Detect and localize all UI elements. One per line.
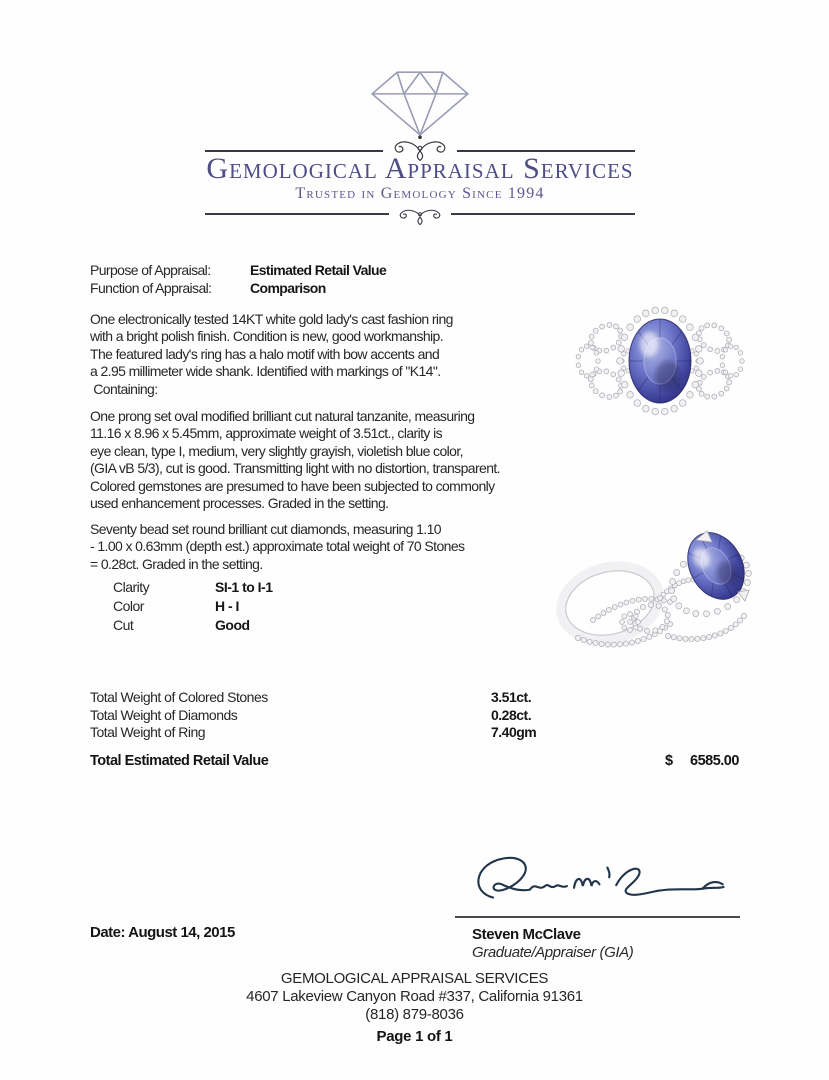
diamond-description-paragraph: [90, 521, 550, 573]
total-row-value: 0.28ct.: [491, 706, 532, 723]
appraisal-date: Date: August 14, 2015: [90, 924, 235, 941]
footer-address: 4607 Lakeview Canyon Road #337, California 91361: [246, 988, 583, 1005]
signature-scrawl: [448, 850, 758, 916]
text-line: The featured lady's ring has a halo motif with bow accents and: [90, 345, 440, 362]
text-line: - 1.00 x 0.63mm (depth est.) approximate total weight of 70 Stones: [90, 538, 465, 555]
signature-rule: [455, 916, 740, 918]
text-line: One prong set oval modified brilliant cut natural tanzanite, measuring: [90, 408, 475, 424]
header-bottom-rule-right: [451, 213, 635, 215]
grade-row-label: Color: [113, 598, 144, 614]
diamond-grade-table: [113, 578, 413, 635]
total-row-label: Total Weight of Colored Stones: [90, 689, 268, 705]
purpose-value: Estimated Retail Value: [250, 262, 387, 278]
signer-name: Steven McClave: [472, 926, 581, 943]
grade-row-value: Good: [215, 617, 250, 633]
footer-phone: (818) 879-8036: [365, 1006, 464, 1023]
text-line: eye clean, type I, medium, very slightly grayish, violetish blue color,: [90, 442, 463, 459]
text-line: with a bright polish finish. Condition is new, good workmanship.: [90, 328, 444, 345]
grade-row-value: SI-1 to I-1: [215, 579, 273, 595]
currency-symbol: $: [665, 753, 673, 769]
grand-total-amount: 6585.00: [690, 753, 739, 769]
tanzanite-description-paragraph: [90, 408, 560, 512]
footer: [0, 970, 829, 1046]
purpose-label: Purpose of Appraisal:: [90, 262, 211, 278]
scroll-flourish-icon: [389, 202, 451, 232]
header-bottom-rule-left: [205, 213, 389, 215]
grade-row-value: H - I: [215, 598, 239, 614]
total-row-label: Total Weight of Ring: [90, 724, 206, 740]
text-line: used enhancement processes. Graded in the setting.: [90, 495, 389, 512]
total-row-value: 3.51ct.: [491, 689, 532, 705]
text-line: (GIA vB 5/3), cut is good. Transmitting light with no distortion, transparent.: [90, 460, 500, 477]
signer-title: Graduate/Appraiser (GIA): [472, 944, 634, 961]
company-tagline: Trusted in Gemology Since 1994: [295, 185, 545, 202]
appraisal-info-block: [90, 262, 520, 297]
text-line: One electronically tested 14KT white gold lady's cast fashion ring: [90, 311, 453, 327]
text-line: a 2.95 millimeter wide shank. Identified with markings of "K14".: [90, 363, 441, 380]
total-row-label: Total Weight of Diamonds: [90, 706, 238, 723]
diamond-icon: [363, 66, 477, 140]
total-row-value: 7.40gm: [491, 724, 537, 740]
grand-total-label: Total Estimated Retail Value: [90, 753, 269, 769]
text-line: = 0.28ct. Graded in the setting.: [90, 555, 263, 572]
grade-row-label: Clarity: [113, 579, 150, 595]
footer-page-indicator: Page 1 of 1: [376, 1028, 453, 1045]
function-value: Comparison: [250, 279, 326, 296]
text-line: Colored gemstones are presumed to have been subjected to commonly: [90, 477, 495, 494]
function-label: Function of Appraisal:: [90, 279, 212, 296]
text-line: Seventy bead set round brilliant cut diamonds, measuring 1.10: [90, 521, 441, 537]
ring-description-paragraph: [90, 311, 550, 398]
text-line: 11.16 x 8.96 x 5.45mm, approximate weight of 3.51ct., clarity is: [90, 425, 442, 442]
totals-table: [90, 689, 650, 742]
text-line: Containing:: [90, 380, 158, 397]
ring-side-view-photo: [548, 498, 788, 663]
footer-company: GEMOLOGICAL APPRAISAL SERVICES: [280, 970, 549, 987]
ring-top-view-photo: [560, 298, 770, 423]
company-name: Gemological Appraisal Services: [206, 152, 634, 185]
grade-row-label: Cut: [113, 617, 134, 633]
